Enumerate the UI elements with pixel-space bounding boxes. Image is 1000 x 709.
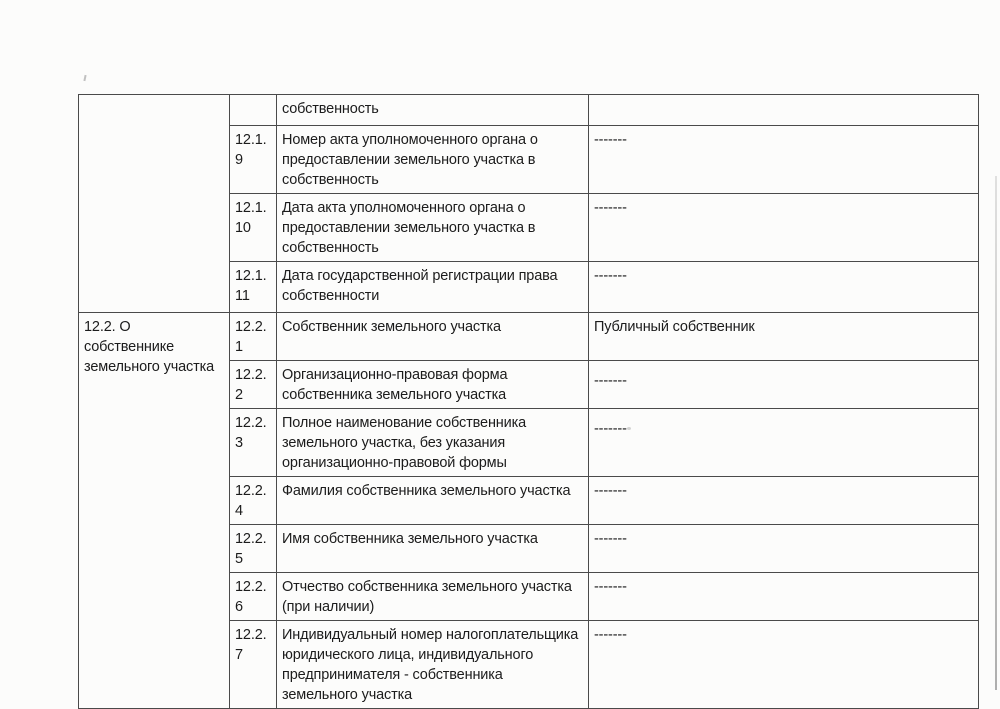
- row-value-cell: -------: [589, 361, 979, 409]
- row-description-cell: Номер акта уполномоченного органа о предоставлении земельного участка в собственность: [277, 126, 589, 194]
- row-value-cell: -------: [589, 477, 979, 525]
- land-plot-attributes-table: [78, 94, 979, 709]
- row-number-cell: 12.2.7: [230, 621, 277, 709]
- row-description-cell: Дата акта уполномоченного органа о предоставлении земельного участка в собственность: [277, 194, 589, 262]
- row-value-cell: -------: [589, 409, 979, 477]
- row-value-cell: -------: [589, 621, 979, 709]
- row-description-cell: Имя собственника земельного участка: [277, 525, 589, 573]
- scan-speck-artifact: [83, 75, 86, 81]
- row-description-cell: Дата государственной регистрации права собственности: [277, 262, 589, 313]
- row-number-cell: 12.1.10: [230, 194, 277, 262]
- row-number-cell: 12.2.2: [230, 361, 277, 409]
- row-description-cell: Собственник земельного участка: [277, 313, 589, 361]
- row-value-cell: Публичный собственник: [589, 313, 979, 361]
- row-description-cell: Индивидуальный номер налогоплательщика юридического лица, индивидуального предпринимателя - собственника земельного участка: [277, 621, 589, 709]
- row-number-cell: 12.2.6: [230, 573, 277, 621]
- row-number-cell: 12.2.5: [230, 525, 277, 573]
- row-description-cell: собственность: [277, 95, 589, 126]
- section-label-cell: [79, 95, 230, 313]
- scan-speck-artifact: [627, 427, 631, 430]
- row-value-cell: -------: [589, 525, 979, 573]
- row-description-cell: Отчество собственника земельного участка (при наличии): [277, 573, 589, 621]
- row-number-cell: 12.1.11: [230, 262, 277, 313]
- row-number-cell: 12.1.9: [230, 126, 277, 194]
- row-description-cell: Фамилия собственника земельного участка: [277, 477, 589, 525]
- table-row: [79, 95, 979, 126]
- row-description-cell: Организационно-правовая форма собственника земельного участка: [277, 361, 589, 409]
- scan-edge-artifact: [995, 176, 997, 690]
- row-value-cell: [589, 95, 979, 126]
- row-number-cell: 12.2.3: [230, 409, 277, 477]
- row-number-cell: 12.2.1: [230, 313, 277, 361]
- row-number-cell: 12.2.4: [230, 477, 277, 525]
- section-label-cell: 12.2. О собственнике земельного участка: [79, 313, 230, 709]
- row-value-cell: -------: [589, 194, 979, 262]
- row-value-cell: -------: [589, 573, 979, 621]
- table-row: [79, 313, 979, 361]
- row-number-cell: [230, 95, 277, 126]
- row-value-cell: -------: [589, 262, 979, 313]
- row-description-cell: Полное наименование собственника земельного участка, без указания организационно-правовой формы: [277, 409, 589, 477]
- document-table-region: [78, 94, 979, 709]
- row-value-cell: -------: [589, 126, 979, 194]
